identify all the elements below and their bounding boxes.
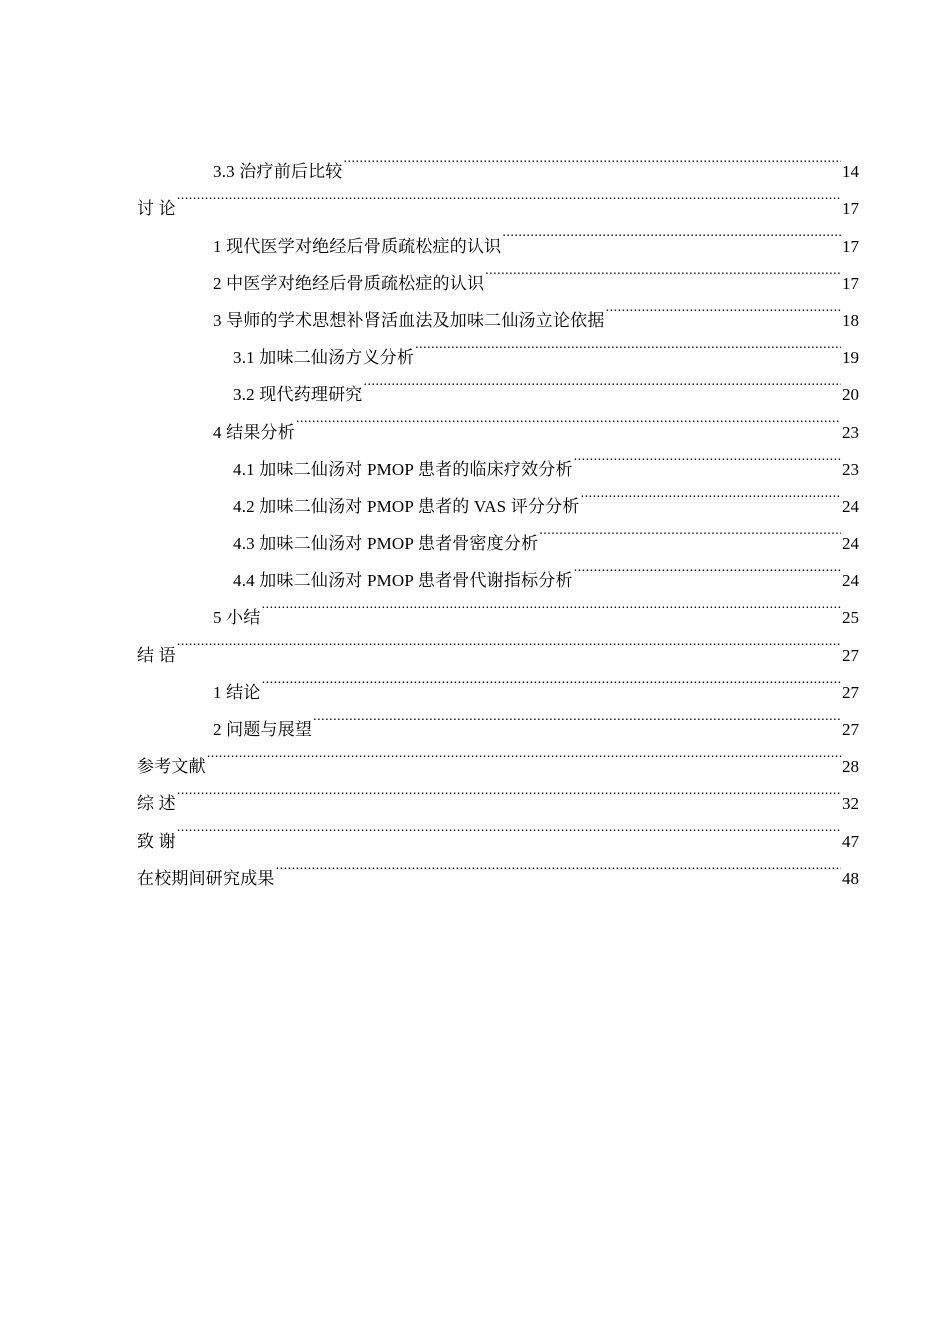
toc-page-number: 24 — [842, 496, 859, 516]
toc-page-number: 24 — [842, 534, 859, 554]
toc-leader-dots — [606, 289, 841, 326]
toc-entry-label: 综 述 — [137, 794, 176, 814]
toc-leader-dots — [574, 549, 841, 586]
toc-entry-label: 4 结果分析 — [213, 422, 295, 442]
toc-entry[interactable] — [137, 214, 859, 256]
toc-entry-label: 2 中医学对绝经后骨质疏松症的认识 — [213, 273, 485, 293]
toc-page-number: 47 — [842, 831, 859, 851]
toc-entry[interactable] — [137, 661, 859, 702]
toc-page-number: 19 — [842, 348, 859, 368]
toc-page-number: 14 — [842, 162, 859, 182]
toc-entry-label: 讨 论 — [137, 199, 176, 219]
toc-leader-dots — [581, 475, 841, 512]
toc-leader-dots — [574, 438, 841, 475]
toc-leader-dots — [276, 847, 841, 884]
toc-page-number: 17 — [842, 273, 859, 293]
toc-entry-label: 4.4 加味二仙汤对 PMOP 患者骨代谢指标分析 — [233, 571, 573, 591]
toc-entry[interactable] — [137, 177, 859, 219]
toc-leader-dots — [539, 512, 841, 549]
toc-leader-dots — [296, 400, 841, 437]
toc-page-number: 27 — [842, 682, 859, 702]
toc-page-number: 17 — [842, 199, 859, 219]
toc-leader-dots — [262, 586, 841, 623]
toc-entry-label: 3 导师的学术思想补肾活血法及加味二仙汤立论依据 — [213, 310, 605, 330]
toc-entry-label: 1 现代医学对绝经后骨质疏松症的认识 — [213, 236, 502, 256]
toc-entry-label: 3.3 治疗前后比较 — [213, 162, 343, 182]
table-of-contents — [137, 140, 859, 888]
toc-entry-label: 1 结论 — [213, 682, 261, 702]
toc-leader-dots — [177, 809, 841, 846]
toc-leader-dots — [313, 698, 841, 735]
toc-entry[interactable] — [137, 623, 859, 665]
toc-entry-label: 结 语 — [137, 645, 176, 665]
toc-leader-dots — [485, 252, 841, 289]
toc-entry-label: 2 问题与展望 — [213, 720, 313, 739]
toc-leader-dots — [177, 772, 841, 809]
toc-page-number: 48 — [842, 868, 859, 888]
toc-entry[interactable] — [137, 847, 859, 888]
toc-page-number: 23 — [842, 422, 859, 442]
toc-page-number: 18 — [842, 310, 859, 330]
toc-page-number: 20 — [842, 385, 859, 405]
toc-entry-label: 4.2 加味二仙汤对 PMOP 患者的 VAS 评分分析 — [233, 496, 580, 516]
toc-leader-dots — [207, 735, 841, 772]
toc-page-number: 27 — [842, 720, 859, 739]
toc-entry-label: 5 小结 — [213, 608, 261, 628]
toc-page-number: 17 — [842, 236, 859, 256]
toc-leader-dots — [262, 661, 841, 698]
toc-leader-dots — [177, 623, 841, 660]
toc-page-number: 32 — [842, 794, 859, 814]
toc-entry[interactable] — [137, 735, 859, 777]
toc-leader-dots — [364, 363, 842, 400]
toc-leader-dots — [177, 177, 841, 214]
toc-page-number: 28 — [842, 757, 859, 777]
toc-page-number: 23 — [842, 459, 859, 479]
toc-leader-dots — [415, 326, 841, 363]
toc-entry-label: 在校期间研究成果 — [137, 868, 275, 888]
toc-entry-label: 4.1 加味二仙汤对 PMOP 患者的临床疗效分析 — [233, 459, 573, 479]
toc-page-number: 27 — [842, 645, 859, 665]
toc-entry-label: 3.2 现代药理研究 — [233, 385, 363, 405]
toc-page-number: 25 — [842, 608, 859, 628]
toc-entry-label: 参考文献 — [137, 757, 206, 777]
toc-entry-label: 致 谢 — [137, 831, 176, 851]
toc-entry-label: 3.1 加味二仙汤方义分析 — [233, 348, 415, 368]
toc-leader-dots — [344, 140, 842, 177]
toc-entry-label: 4.3 加味二仙汤对 PMOP 患者骨密度分析 — [233, 534, 539, 554]
toc-entry[interactable] — [137, 809, 859, 851]
toc-entry[interactable] — [137, 140, 859, 182]
toc-page-number: 24 — [842, 571, 859, 591]
toc-entry[interactable] — [137, 772, 859, 814]
toc-leader-dots — [502, 214, 841, 251]
